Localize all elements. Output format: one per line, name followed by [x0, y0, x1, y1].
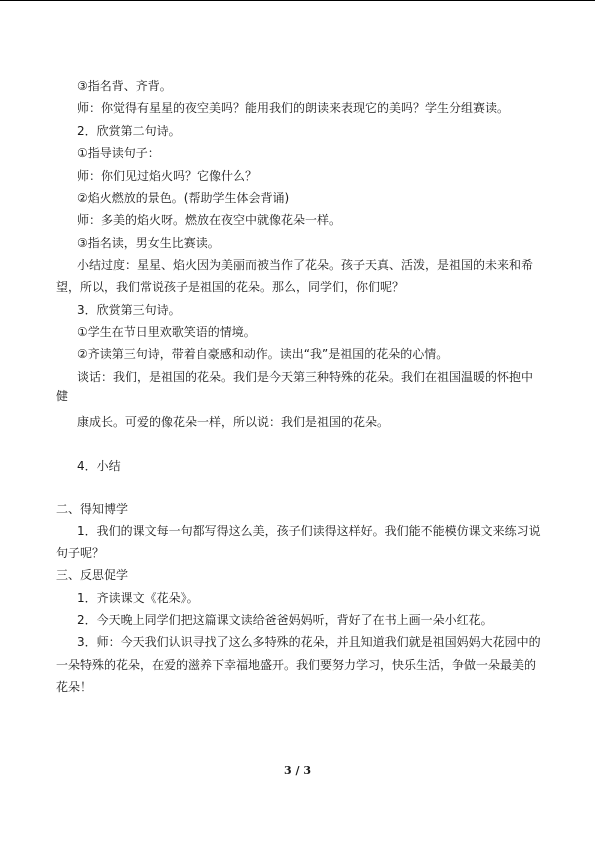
- text-line: 花朵！: [56, 680, 93, 694]
- text-line: 师：你觉得有星星的夜空美吗？能用我们的朗读来表现它的美吗？学生分组赛读。: [77, 101, 510, 115]
- text-line: 句子呢？: [56, 546, 105, 560]
- text-line: 3．欣赏第三句诗。: [77, 303, 181, 317]
- text-line: 师：多美的焰火呀。燃放在夜空中就像花朵一样。: [77, 213, 342, 227]
- text-line: 康成长。可爱的像花朵一样，所以说：我们是祖国的花朵。: [77, 415, 390, 429]
- text-line: 1．齐读课文《花朵》。: [77, 591, 199, 605]
- text-line: ②齐读第三句诗，带着自豪感和动作。读出“我”是祖国的花朵的心情。: [77, 347, 449, 361]
- text-line: 健: [56, 389, 69, 403]
- text-line: ①学生在节日里欢歌笑语的情境。: [77, 325, 256, 339]
- text-line: ①指导读句子：: [77, 146, 160, 160]
- text-line: 3．师：今天我们认识寻找了这么多特殊的花朵，并且知道我们就是祖国妈妈大花园中的: [77, 635, 541, 649]
- text-line: ③指名读，男女生比赛读。: [77, 236, 220, 250]
- text-line: ②焰火燃放的景色。(帮助学生体会背诵): [77, 191, 290, 205]
- page-number: 3 / 3: [284, 764, 311, 777]
- text-line: 2．今天晚上同学们把这篇课文读给爸爸妈妈听，背好了在书上画一朵小红花。: [77, 613, 493, 627]
- section-heading: 三、反思促学: [56, 568, 129, 582]
- text-line: 谈话：我们，是祖国的花朵。我们是今天第三种特殊的花朵。我们在祖国温暖的怀抱中: [77, 370, 534, 384]
- text-line: ③指名背、齐背。: [77, 79, 172, 93]
- text-line: 师：你们见过焰火吗？它像什么？: [77, 169, 258, 183]
- text-line: 4．小结: [77, 459, 121, 473]
- text-line: 一朵特殊的花朵，在爱的滋养下幸福地盛开。我们要努力学习，快乐生活，争做一朵最美的: [56, 658, 537, 672]
- section-heading: 二、得知博学: [56, 502, 129, 516]
- top-rule: [0, 0, 595, 1]
- text-line: 小结过度：星星、焰火因为美丽而被当作了花朵。孩子天真、活泼，是祖国的未来和希: [77, 258, 534, 272]
- text-line: 望，所以，我们常说孩子是祖国的花朵。那么，同学们，你们呢？: [56, 280, 405, 294]
- text-line: 2．欣赏第二句诗。: [77, 124, 181, 138]
- text-line: 1．我们的课文每一句都写得这么美，孩子们读得这样好。我们能不能模仿课文来练习说: [77, 524, 541, 538]
